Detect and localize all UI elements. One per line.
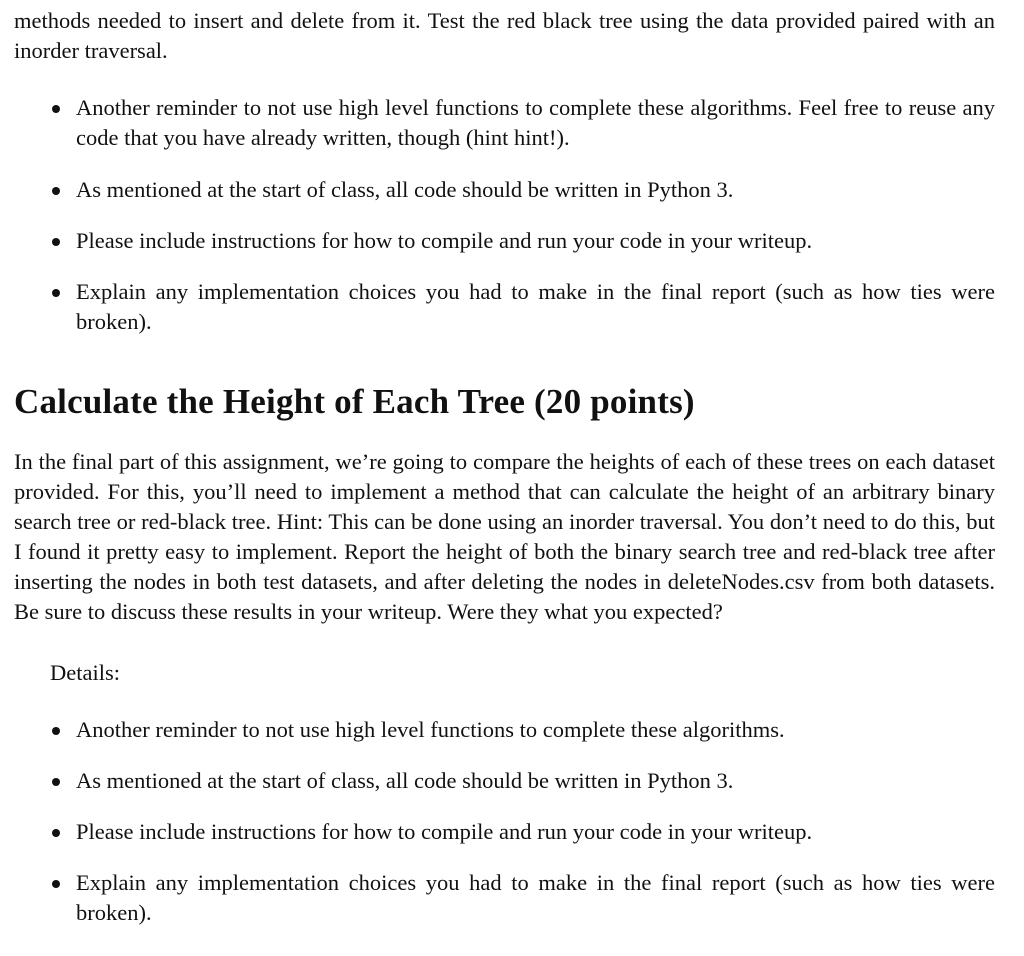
list-item — [14, 175, 995, 205]
details-label: Details: — [50, 660, 120, 685]
list-item-text: Please include instructions for how to compile and run your code in your writeup. — [76, 819, 813, 844]
list-item — [14, 817, 995, 847]
bullet-icon — [52, 829, 60, 837]
list-item-text: Another reminder to not use high level functions to complete these algorithms. — [76, 717, 785, 742]
bullet-icon — [52, 880, 60, 888]
intro-paragraph: methods needed to insert and delete from it. Test the red black tree using the data provided paired with an inorder traversal. — [14, 8, 995, 63]
bullet-icon — [52, 238, 60, 246]
list-item — [14, 93, 995, 153]
list-item — [14, 277, 995, 337]
bullet-icon — [52, 727, 60, 735]
list-item-text: Please include instructions for how to compile and run your code in your writeup. — [76, 228, 813, 253]
list-item — [14, 715, 995, 745]
bullet-icon — [52, 778, 60, 786]
list-item-text: Another reminder to not use high level functions to complete these algorithms. Feel free to reuse any code that you have already written, though (hint hint!). — [76, 95, 995, 150]
bullet-icon — [52, 105, 60, 113]
requirements-list-top — [14, 93, 995, 337]
section-body-paragraph: In the final part of this assignment, we’re going to compare the heights of each of these trees on each dataset provided. For this, you’ll need to implement a method that can calculate the height of an arbitrary binary search tree or red-black tree. Hint: This can be done using an inorder traversal. You don’t need to do this, but I found it pretty easy to implement. Report the height of both the binary search tree and red-black tree after inserting the nodes in both test datasets, and after deleting the nodes in deleteNodes.csv from both datasets. Be sure to discuss these results in your writeup. Were they what you expected? — [14, 449, 995, 624]
list-item — [14, 226, 995, 256]
requirements-list-bottom — [14, 715, 995, 928]
bullet-icon — [52, 289, 60, 297]
bullet-icon — [52, 187, 60, 195]
list-item-text: Explain any implementation choices you had to make in the final report (such as how ties were broken). — [76, 870, 995, 925]
section-heading: Calculate the Height of Each Tree (20 points) — [14, 382, 695, 421]
list-item — [14, 868, 995, 928]
list-item — [14, 766, 995, 796]
list-item-text: As mentioned at the start of class, all code should be written in Python 3. — [76, 768, 734, 793]
list-item-text: Explain any implementation choices you had to make in the final report (such as how ties were broken). — [76, 279, 995, 334]
list-item-text: As mentioned at the start of class, all code should be written in Python 3. — [76, 177, 734, 202]
